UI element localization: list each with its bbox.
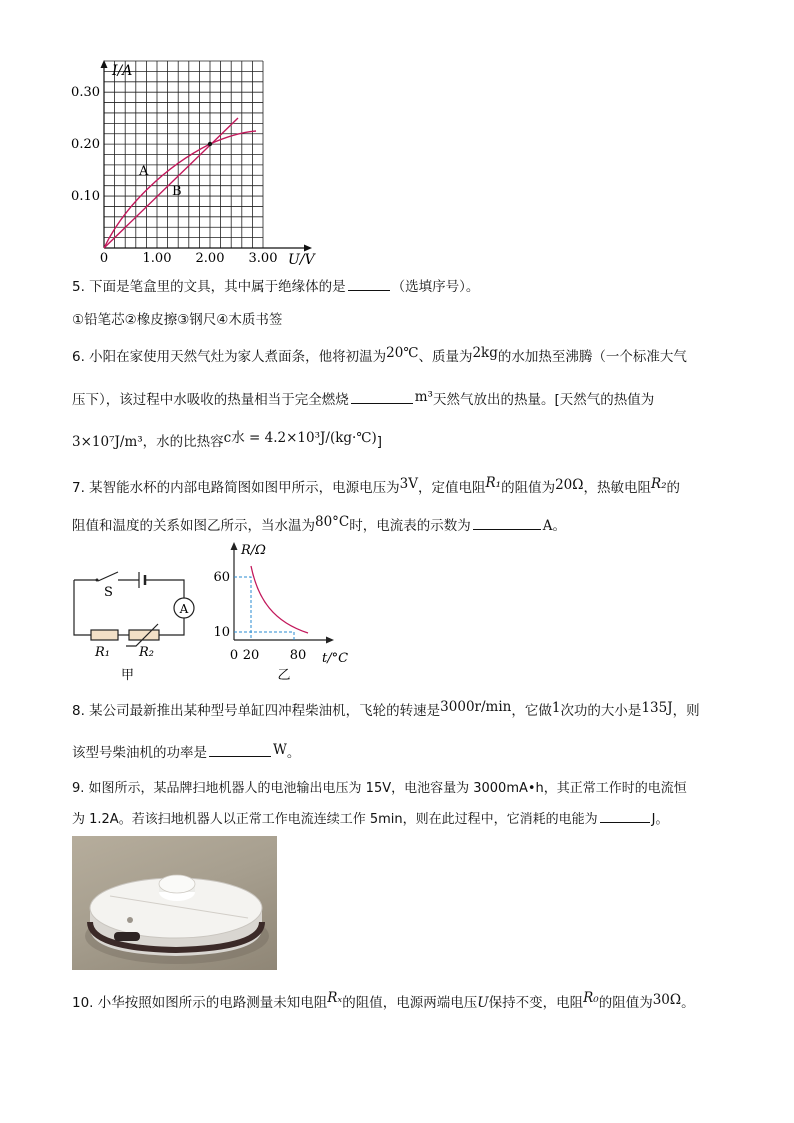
answer-blank[interactable] (351, 389, 413, 404)
x-axis-label: t/°C (322, 651, 349, 666)
question-5-options: ①铅笔芯②橡皮擦③钢尺④木质书签 (72, 312, 283, 328)
x-tick: 20 (242, 648, 260, 663)
curve-b (104, 118, 238, 248)
y-tick: 10 (213, 625, 230, 640)
circuit-diagram (66, 560, 206, 685)
answer-blank[interactable] (600, 808, 650, 823)
y-tick: 60 (213, 570, 230, 585)
question-8-line-2: 该型号柴油机的功率是 W。 (72, 742, 301, 761)
question-6-line-2: 压下），该过程中水吸收的热量相当于完全燃烧 m³天然气放出的热量。[天然气的热值为 (72, 389, 655, 408)
question-6-line-3: 3×10⁷J/m³，水的比热容c水 = 4.2×10³J/(kg·℃)] (72, 430, 382, 450)
x-tick: 0 (229, 648, 239, 663)
y-axis-label: R/Ω (241, 543, 266, 558)
question-9-line-1: 9. 如图所示，某品牌扫地机器人的电池输出电压为 15V，电池容量为 3000mA•h，其正常工作时的电流恒 (72, 781, 687, 796)
x-tick: 1.00 (142, 251, 172, 266)
y-tick: 0.30 (71, 85, 100, 100)
x-axis-label: U/V (288, 252, 315, 268)
curve-label-b: B (172, 184, 182, 199)
r2-label: R₂ (139, 645, 154, 660)
question-5-stem: 5. 下面是笔盒里的文具，其中属于绝缘体的是 （选填序号）。 (72, 275, 479, 295)
x-tick: 2.00 (195, 251, 225, 266)
question-6-line-1: 6. 小阳在家使用天然气灶为家人煮面条，他将初温为20℃、质量为2kg的水加热至沸腾（一个标准大气 (72, 345, 687, 365)
question-9-line-2: 为 1.2A。若该扫地机器人以正常工作电流连续工作 5min，则在此过程中，它消耗的电能为 J。 (72, 808, 668, 827)
question-8-line-1: 8. 某公司最新推出某种型号单缸四冲程柴油机，飞轮的转速是3000r/min，它做1次功的大小是135J，则 (72, 699, 700, 719)
figure-caption-jia: 甲 (121, 668, 135, 683)
curve-label-a: A (139, 164, 149, 179)
y-axis-label: I/A (112, 63, 133, 79)
switch-label: S (104, 585, 113, 600)
x-tick: 80 (289, 648, 307, 663)
y-tick: 0.10 (71, 189, 100, 204)
resistance-curve (251, 566, 308, 633)
ammeter-label: A (179, 602, 189, 616)
robot-vacuum-photo (72, 836, 277, 970)
intersection-point (208, 142, 212, 146)
answer-blank[interactable] (348, 276, 390, 291)
r1-label: R₁ (95, 645, 110, 660)
x-tick: 3.00 (248, 251, 278, 266)
figure-caption-yi: 乙 (277, 668, 291, 683)
question-7-line-2: 阻值和温度的关系如图乙所示，当水温为80°C时，电流表的示数为 A。 (72, 514, 567, 534)
rt-graph (210, 540, 360, 685)
x-tick: 0 (99, 251, 109, 266)
question-10-stem: 10. 小华按照如图所示的电路测量未知电阻Rₓ的阻值，电源两端电压U保持不变，电阻R₀的阻值为30Ω。 (72, 990, 695, 1011)
iu-graph (66, 58, 326, 270)
y-tick: 0.20 (71, 137, 100, 152)
answer-blank[interactable] (473, 515, 541, 530)
question-7-line-1: 7. 某智能水杯的内部电路简图如图甲所示，电源电压为3V，定值电阻R₁的阻值为20Ω，热敏电阻R₂的 (72, 475, 681, 496)
answer-blank[interactable] (209, 742, 271, 757)
